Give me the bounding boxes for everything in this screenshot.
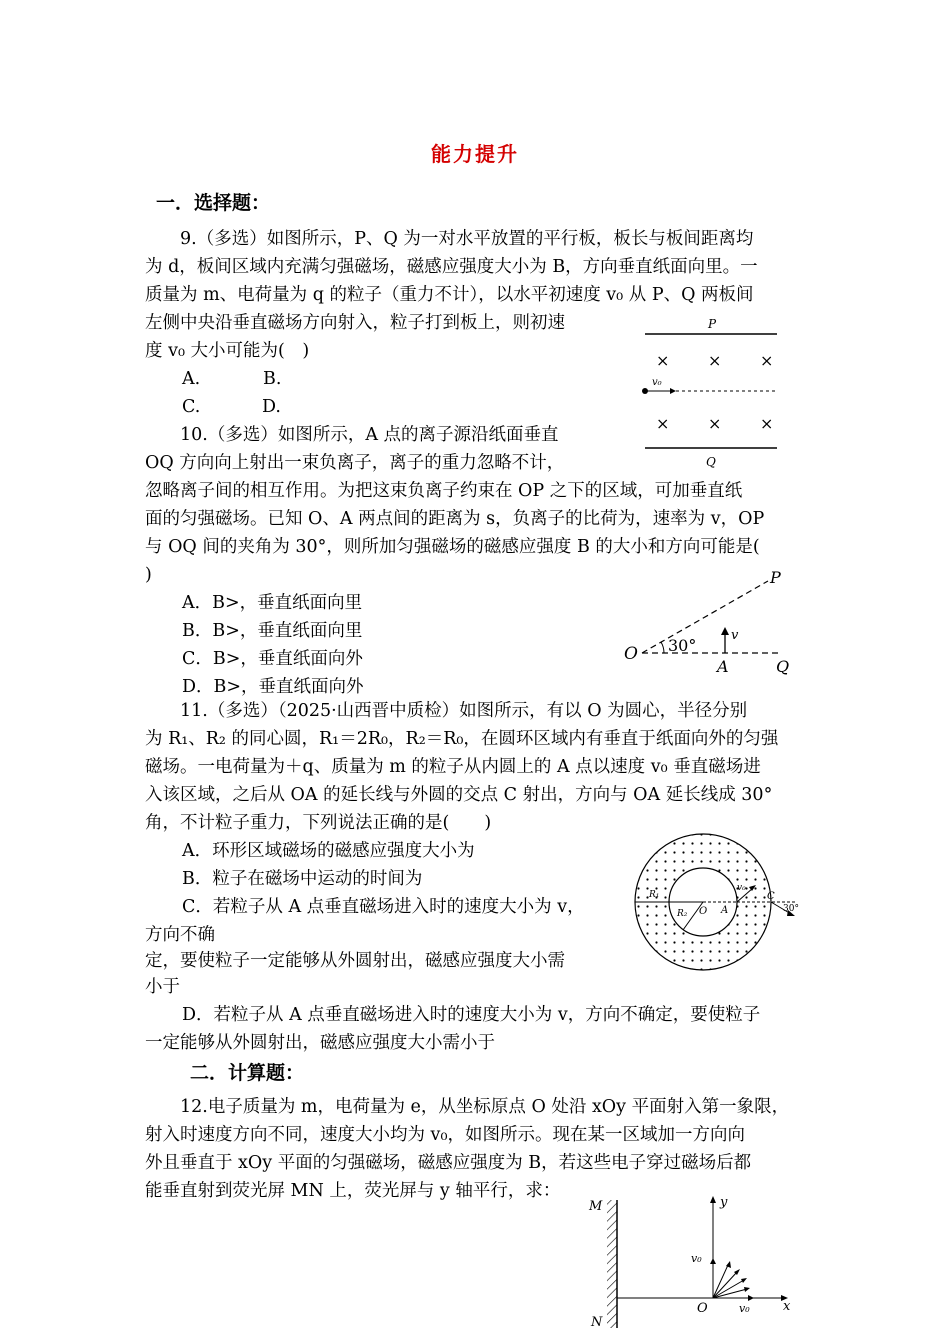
q11-figure (625, 830, 815, 975)
q12-fig-label-y: y (720, 1195, 728, 1210)
q11-fig-label-r1: R₁ (649, 890, 660, 900)
q11-fig-label-o: O (699, 906, 708, 917)
q12-fig-label-m: M (589, 1199, 603, 1214)
q9-field-x: × (708, 414, 722, 433)
section-choice-heading: 一．选择题： (156, 192, 271, 214)
q10-option-a: A．B>，垂直纸面向里 (182, 593, 363, 613)
q9-field-x: × (656, 414, 670, 433)
q11-option-a: A．环形区域磁场的磁感应强度大小为 (182, 841, 475, 861)
q11-option-c-line-2: 方向不确 (145, 925, 215, 945)
q10-figure (620, 565, 800, 680)
q12-line-1: 12.电子质量为 m，电荷量为 e，从坐标原点 O 处沿 xOy 平面射入第一象限， (180, 1097, 790, 1117)
q12-line-3: 外且垂直于 xOy 平面的匀强磁场，磁感应强度为 B，若这些电子穿过磁场后都 (145, 1153, 752, 1173)
q12-velocity-arrow (713, 1280, 744, 1298)
q11-line-5: 角，不计粒子重力，下列说法正确的是( ) (145, 813, 492, 833)
q11-option-c-line-1: C．若粒子从 A 点垂直磁场进入时的速度大小为 v， (182, 897, 585, 917)
q12-fig-label-o: O (697, 1301, 708, 1316)
section-calc-heading: 二．计算题： (190, 1062, 305, 1084)
q11-fig-label-c: C (767, 891, 775, 902)
q11-line-3: 磁场。一电荷量为＋q、质量为 m 的粒子从内圆上的 A 点以速度 v₀ 垂直磁场进 (145, 757, 761, 777)
q9-field-x: × (708, 351, 722, 370)
q12-velocity-arrow (713, 1289, 747, 1298)
q9-field-x: × (760, 351, 774, 370)
q9-fig-label-p: P (708, 317, 717, 331)
q11-fig-label-r2: R₂ (677, 909, 688, 919)
q12-fig-label-v0-right: v₀ (739, 1302, 750, 1315)
q10-option-b: B．B>，垂直纸面向里 (182, 621, 363, 641)
q10-line-2: OQ 方向向上射出一束负离子，离子的重力忽略不计， (145, 453, 565, 473)
q10-option-d: D．B>，垂直纸面向外 (182, 677, 364, 697)
q12-y-axis-arrowhead (710, 1196, 716, 1203)
q10-angle-label: 30° (668, 636, 697, 655)
q11-line-2: 为 R₁、R₂ 的同心圆，R₁＝2R₀，R₂＝R₀，在圆环区域内有垂直于纸面向外的匀强 (145, 729, 779, 749)
q9-line-3: 质量为 m、电荷量为 q 的粒子（重力不计），以水平初速度 v₀ 从 P、Q 两板间 (145, 285, 754, 305)
q12-screen-hatch (607, 1200, 617, 1328)
q12-figure (585, 1192, 800, 1342)
q12-line-2: 射入时速度方向不同，速度大小均为 v₀，如图所示。现在某一区域加一方向向 (145, 1125, 745, 1145)
q10-fig-label-a: A (717, 657, 729, 676)
q11-line-1: 11.（多选）（2025·山西晋中质检）如图所示，有以 O 为圆心，半径分别 (180, 701, 748, 721)
q10-fig-label-v: v (731, 628, 739, 643)
q11-angle-label: 30° (783, 904, 799, 914)
q9-fig-label-v0: v₀ (652, 377, 662, 388)
q9-figure (630, 312, 790, 472)
q9-line-5: 度 v₀ 大小可能为( ) (145, 341, 310, 361)
q9-field-x: × (656, 351, 670, 370)
q10-line-5: 与 OQ 间的夹角为 30°，则所加匀强磁场的磁感应强度 B 的大小和方向可能是( (145, 537, 760, 557)
q10-fig-label-p: P (770, 568, 781, 587)
q9-line-1: 9.（多选）如图所示，P、Q 为一对水平放置的平行板，板长与板间距离均 (180, 229, 754, 249)
q10-velocity-arrowhead (721, 627, 729, 635)
q9-option-b: B. (263, 369, 282, 389)
q9-option-d: D. (262, 397, 281, 417)
q10-fig-label-q: Q (776, 657, 790, 676)
q10-line-4: 面的匀强磁场。已知 O、A 两点间的距离为 s，负离子的比荷为，速率为 v，OP (145, 509, 765, 529)
q9-option-c: C. (182, 397, 201, 417)
q9-line-4: 左侧中央沿垂直磁场方向射入，粒子打到板上，则初速 (145, 313, 565, 333)
q11-option-d-line-2: 一定能够从外圆射出，磁感应强度大小需小于 (145, 1033, 495, 1053)
q11-option-c-line-3: 定，要使粒子一定能够从外圆射出，磁感应强度大小需 (145, 951, 565, 971)
q11-fig-label-a: A (721, 905, 729, 916)
q12-fig-label-x: x (783, 1299, 791, 1314)
q11-option-b: B．粒子在磁场中运动的时间为 (182, 869, 423, 889)
q12-fig-label-v0-up: v₀ (691, 1252, 702, 1265)
q10-line-6: ) (145, 565, 152, 585)
q10-fig-label-o: O (624, 644, 638, 664)
q9-fig-label-q: Q (706, 455, 716, 469)
q12-fig-label-n: N (591, 1315, 603, 1330)
q9-field-x: × (760, 414, 774, 433)
q12-line-4: 能垂直射到荧光屏 MN 上，荧光屏与 y 轴平行，求： (145, 1181, 561, 1201)
q9-line-2: 为 d，板间区域内充满匀强磁场，磁感应强度大小为 B，方向垂直纸面向里。一 (145, 257, 758, 277)
q11-option-d-line-1: D．若粒子从 A 点垂直磁场进入时的速度大小为 v，方向不确定，要使粒子 (182, 1005, 761, 1025)
q10-angle-arc (661, 642, 664, 653)
q12-velocity-arrow (713, 1272, 737, 1298)
page-title: 能力提升 (431, 142, 519, 166)
q9-option-a: A. (182, 369, 201, 389)
q9-v0-arrowhead (670, 388, 676, 394)
q11-fig-label-v0: v₀ (737, 883, 746, 893)
q12-velocity-arrow (713, 1265, 728, 1298)
q11-option-c-line-4: 小于 (145, 977, 180, 997)
q11-line-4: 入该区域，之后从 OA 的延长线与外圆的交点 C 射出，方向与 OA 延长线成 30° (145, 785, 773, 805)
q10-option-c: C．B>，垂直纸面向外 (182, 649, 363, 669)
q10-line-3: 忽略离子间的相互作用。为把这束负离子约束在 OP 之下的区域，可加垂直纸 (145, 481, 743, 501)
q10-line-1: 10.（多选）如图所示，A 点的离子源沿纸面垂直 (180, 425, 559, 445)
